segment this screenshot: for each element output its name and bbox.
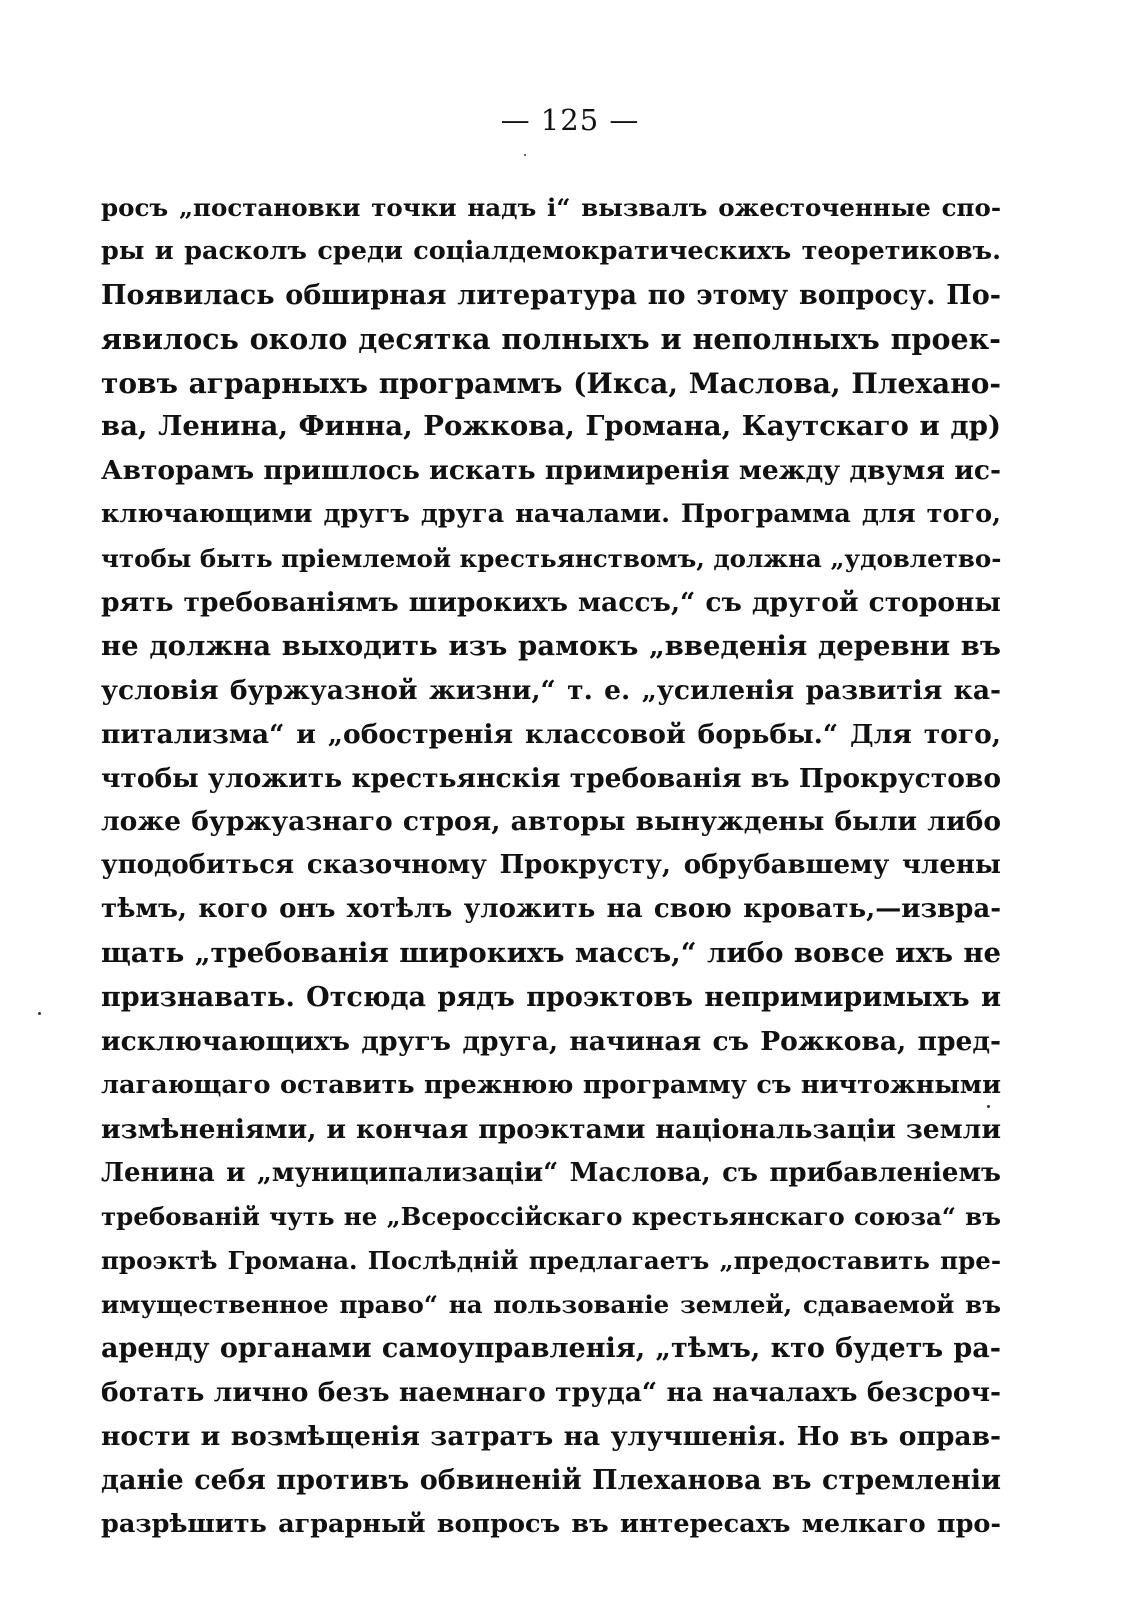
text-line: росъ „постановки точки надъ i“ вызвалъ ожесточенные спо-	[101, 193, 1001, 222]
text-line: проэктѣ Громана. Послѣдній предлагаетъ „предоставить пре-	[101, 1246, 1001, 1276]
text-line: разрѣшить аграрный вопросъ въ интересахъ мелкаго про-	[101, 1508, 1001, 1539]
text-line: уподобиться сказочному Прокрусту, обрубавшему члены	[101, 850, 1001, 881]
text-line: исключающихъ другъ друга, начиная съ Рожкова, пред-	[101, 1025, 1001, 1057]
text-line: рять требованіямъ широкихъ массъ,“ съ другой стороны	[101, 587, 1001, 619]
text-line: лагающаго оставить прежнюю программу съ ничтожными	[101, 1069, 1001, 1100]
text-line: требованій чуть не „Всероссійскаго крестьянскаго союза“ въ	[101, 1202, 1001, 1232]
text-line: тѣмъ, кого онъ хотѣлъ уложить на свою кровать,—извра-	[101, 894, 1001, 925]
text-line: ложе буржуазнаго строя, авторы вынуждены были либо	[101, 806, 1001, 838]
text-line: питализма“ и „обостренія классовой борьбы.“ Для того,	[101, 718, 1001, 750]
text-line: ры и расколъ среди соціалдемократическихъ теоретиковъ.	[101, 235, 1001, 266]
text-line: аренду органами самоуправленія, „тѣмъ, кто будетъ ра-	[101, 1333, 1001, 1365]
text-line: измѣненіями, и кончая проэктами національзаціи земли	[101, 1113, 1001, 1145]
text-line: щать „требованія широкихъ массъ,“ либо вовсе ихъ не	[101, 937, 1001, 970]
print-speck	[38, 1012, 41, 1015]
text-line: товъ аграрныхъ программъ (Икса, Маслова, Плехано-	[101, 366, 1001, 400]
text-line: чтобы быть пріемлемой крестьянствомъ, должна „удовлетво-	[101, 544, 1001, 574]
text-line: ботать лично безъ наемнаго труда“ на началахъ безсроч-	[101, 1377, 1001, 1409]
page-number: — 125 —	[500, 103, 640, 137]
print-speck	[987, 1105, 990, 1108]
text-line: Появилась обширная литература по этому вопросу. По-	[101, 279, 1001, 311]
text-line: ключающими другъ друга началами. Программа для того,	[101, 499, 1001, 530]
text-line: явилось около десятка полныхъ и неполныхъ проек-	[101, 321, 1001, 356]
text-line: даніе себя противъ обвиненій Плеханова въ стремленіи	[101, 1464, 1001, 1496]
text-line: ности и возмѣщенія затратъ на улучшенія. Но въ оправ-	[101, 1420, 1001, 1452]
body-text	[101, 186, 1001, 1547]
text-line: имущественное право“ на пользованіе землей, сдаваемой въ	[101, 1290, 1001, 1320]
text-line: Ленина и „муниципализаціи“ Маслова, съ прибавленіемъ	[101, 1157, 1001, 1188]
text-line: условія буржуазной жизни,“ т. е. „усиленія развитія ка-	[101, 674, 1001, 706]
text-line: не должна выходить изъ рамокъ „введенія деревни въ	[101, 629, 1001, 662]
text-line: ва, Ленина, Финна, Рожкова, Громана, Каутскаго и др)	[101, 410, 1001, 443]
text-line: признавать. Отсюда рядъ проэктовъ непримиримыхъ и	[101, 982, 1001, 1014]
print-speck	[524, 154, 526, 156]
text-line: чтобы уложить крестьянскія требованія въ Прокрустово	[101, 762, 1001, 794]
text-line: Авторамъ пришлось искать примиренія между двумя ис-	[101, 455, 1001, 487]
